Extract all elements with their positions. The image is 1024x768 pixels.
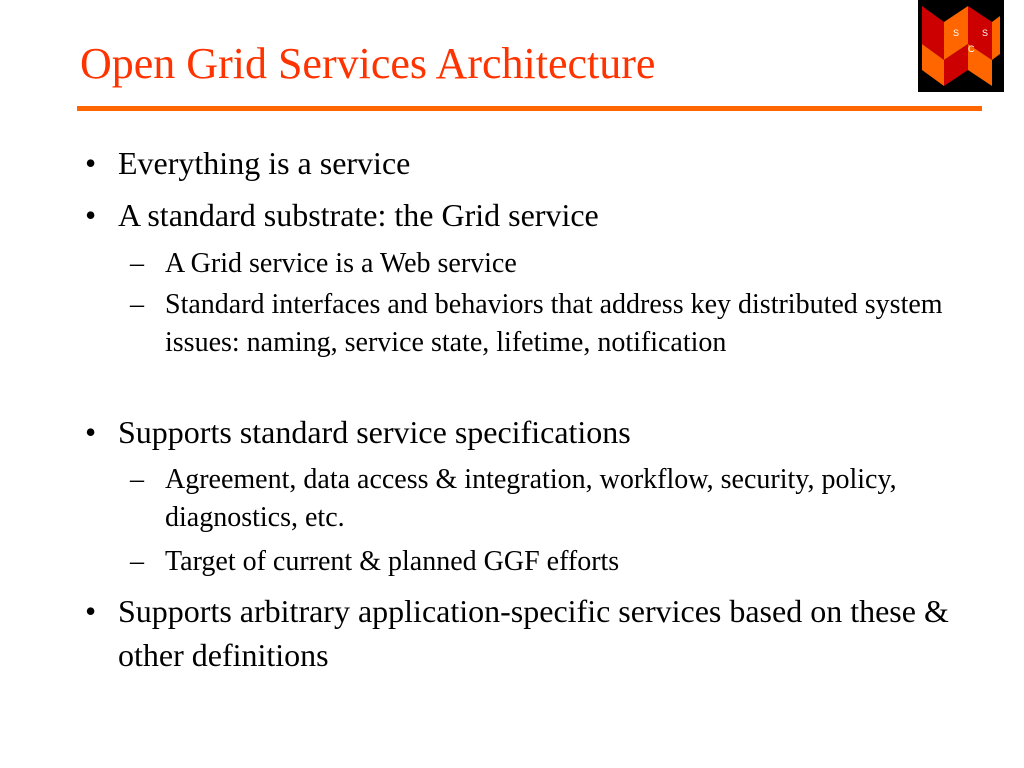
logo-letter-1: S	[953, 28, 960, 38]
bullet-text: A standard substrate: the Grid service	[118, 197, 599, 233]
sub-bullet-text: Target of current & planned GGF efforts	[165, 546, 620, 577]
bullet-marker: •	[85, 414, 97, 450]
slide-title: Open Grid Services Architecture	[80, 39, 656, 88]
bullet-text: Supports arbitrary application-specific services based on these & other definitions	[118, 593, 949, 673]
sub-bullet-marker: –	[130, 464, 144, 495]
sub-bullet-text: A Grid service is a Web service	[165, 248, 517, 279]
logo-letter-2: S	[982, 28, 989, 38]
sub-bullet-item	[130, 543, 970, 581]
bullet-item	[85, 141, 975, 185]
bullet-marker: •	[85, 197, 97, 233]
bullet-marker: •	[85, 145, 97, 181]
sub-bullet-text: Agreement, data access & integration, workflow, security, policy, diagnostics, etc.	[165, 464, 897, 533]
sub-bullet-item	[130, 245, 970, 283]
sub-bullet-item	[130, 286, 970, 362]
logo-letter-3: C	[968, 44, 975, 54]
bullet-text: Everything is a service	[118, 145, 411, 181]
sub-bullet-item	[130, 461, 970, 537]
sub-bullet-text: Standard interfaces and behaviors that address key distributed system issues: naming, service state, lifetime, notification	[165, 289, 943, 358]
bullet-item	[85, 589, 975, 677]
sub-bullet-marker: –	[130, 546, 144, 577]
bullet-item	[85, 193, 975, 237]
bullet-item	[85, 410, 975, 454]
sub-bullet-marker: –	[130, 248, 144, 279]
sub-bullet-marker: –	[130, 289, 144, 320]
bullet-text: Supports standard service specifications	[118, 414, 631, 450]
bullet-marker: •	[85, 593, 97, 629]
